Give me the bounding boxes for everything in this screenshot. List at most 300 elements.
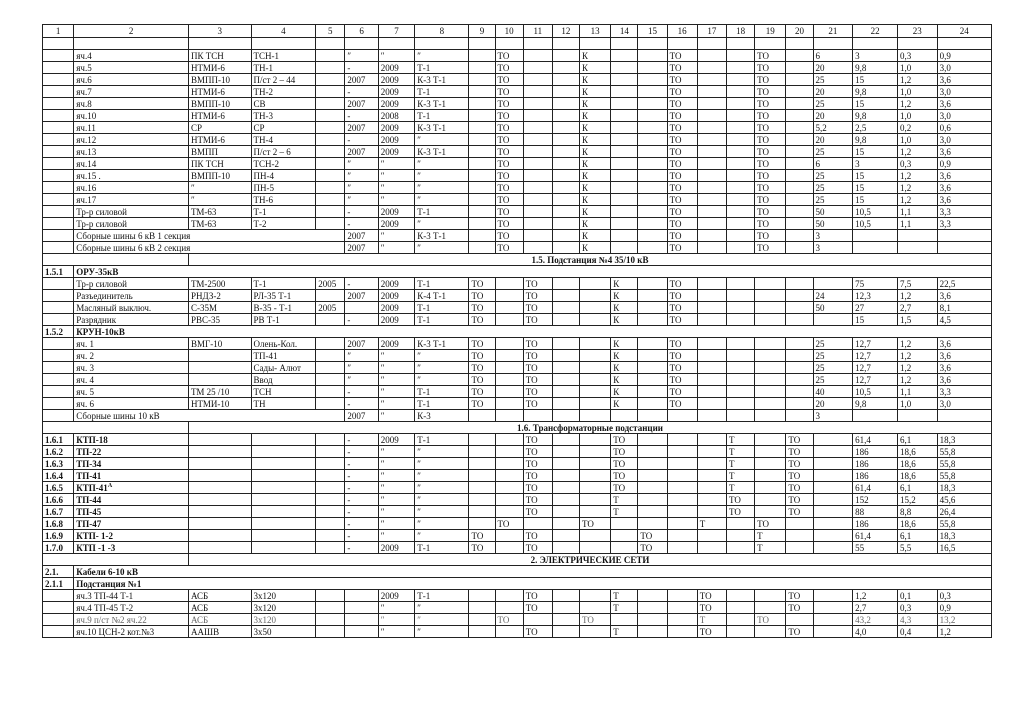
table-cell: ПК ТСН (188, 158, 251, 170)
table-cell: ТО (667, 146, 697, 158)
table-cell (552, 434, 579, 446)
table-cell (552, 62, 579, 74)
table-cell (316, 482, 345, 494)
table-cell: СР (251, 122, 316, 134)
table-cell: ТО (495, 230, 523, 242)
table-cell: ТО (667, 278, 697, 290)
table-cell (316, 194, 345, 206)
column-number: 17 (697, 25, 726, 38)
table-cell (638, 398, 667, 410)
table-cell (579, 302, 610, 314)
table-cell: 2009 (378, 542, 415, 554)
table-cell: 15 (853, 194, 898, 206)
table-cell (697, 506, 726, 518)
table-cell: Т (611, 602, 638, 614)
empty-cell (43, 254, 189, 266)
table-row (43, 410, 992, 422)
table-cell: НТМИ-6 (188, 134, 251, 146)
table-cell (495, 506, 523, 518)
item-number: 1.6.1 (43, 434, 74, 446)
item-number: 1.6.2 (43, 446, 74, 458)
table-cell: НТМИ-6 (188, 86, 251, 98)
table-cell: Олень-Кол. (251, 338, 316, 350)
table-cell: ТО (755, 230, 786, 242)
table-row (43, 302, 992, 314)
table-cell: 2009 (378, 134, 415, 146)
table-row (43, 146, 992, 158)
table-cell: 10,5 (853, 206, 898, 218)
table-cell: ТО (667, 302, 697, 314)
table-cell: 7,5 (897, 278, 937, 290)
table-cell (552, 494, 579, 506)
table-cell: 1,0 (897, 62, 937, 74)
table-cell (251, 530, 316, 542)
table-cell: РЛ-35 Т-1 (251, 290, 316, 302)
table-cell: Т (697, 518, 726, 530)
table-cell: Т (726, 434, 754, 446)
table-cell: ТСН-2 (251, 158, 316, 170)
empty-cell (316, 38, 345, 50)
table-cell (755, 314, 786, 326)
table-cell (697, 302, 726, 314)
table-cell: 0,3 (897, 50, 937, 62)
table-cell: 2007 (345, 98, 378, 110)
table-cell (813, 278, 853, 290)
table-cell: 15,2 (897, 494, 937, 506)
item-number: 1.7.0 (43, 542, 74, 554)
table-cell: 55,8 (937, 458, 991, 470)
column-number: 7 (378, 25, 415, 38)
table-cell (579, 290, 610, 302)
table-cell (897, 410, 937, 422)
table-cell: 2007 (345, 122, 378, 134)
empty-cell (43, 422, 189, 434)
table-cell: ТО (469, 362, 495, 374)
table-cell (813, 446, 853, 458)
table-cell: 9,8 (853, 398, 898, 410)
table-cell: ТО (469, 278, 495, 290)
item-number: 1.5.2 (43, 326, 74, 338)
table-cell: ″ (415, 446, 469, 458)
table-cell (552, 122, 579, 134)
table-cell: 25 (813, 182, 853, 194)
table-cell (638, 122, 667, 134)
table-cell: ″ (378, 362, 415, 374)
table-cell: 22,5 (937, 278, 991, 290)
table-cell (638, 146, 667, 158)
table-cell: ТО (667, 374, 697, 386)
column-number: 5 (316, 25, 345, 38)
item-number (43, 338, 74, 350)
table-cell: 15 (853, 314, 898, 326)
table-cell: 25 (813, 194, 853, 206)
equipment-name: яч.8 (74, 98, 189, 110)
table-cell: ″ (415, 170, 469, 182)
table-cell: В-35 - Т-1 (251, 302, 316, 314)
empty-cell (552, 38, 579, 50)
table-cell: 2007 (345, 242, 378, 254)
item-number (43, 50, 74, 62)
item-number (43, 110, 74, 122)
table-cell: Т-1 (415, 302, 469, 314)
table-cell: К (579, 110, 610, 122)
item-number: 2.1.1 (43, 578, 74, 590)
table-cell (786, 230, 813, 242)
table-cell (726, 194, 754, 206)
table-cell: ″ (378, 386, 415, 398)
table-cell: 3 (853, 50, 898, 62)
equipment-name: Тр-р силовой (74, 218, 189, 230)
table-cell: ТН-3 (251, 110, 316, 122)
table-cell (316, 86, 345, 98)
table-cell (316, 290, 345, 302)
table-row (43, 98, 992, 110)
table-cell: ТО (755, 182, 786, 194)
table-cell: Т (611, 506, 638, 518)
equipment-name: яч.12 (74, 134, 189, 146)
table-cell (697, 230, 726, 242)
table-cell (667, 446, 697, 458)
empty-cell (611, 38, 638, 50)
table-cell (495, 302, 523, 314)
table-cell: К (611, 290, 638, 302)
table-cell (755, 494, 786, 506)
table-cell (813, 518, 853, 530)
table-cell: 1,2 (897, 362, 937, 374)
table-cell (697, 242, 726, 254)
table-cell (552, 290, 579, 302)
table-cell: Т (726, 446, 754, 458)
table-cell: ТО (786, 590, 813, 602)
table-cell: 3,6 (937, 374, 991, 386)
table-cell (667, 494, 697, 506)
table-cell: 1,2 (897, 290, 937, 302)
table-cell: ТО (495, 218, 523, 230)
item-number (43, 134, 74, 146)
table-cell: ТО (523, 386, 552, 398)
equipment-name: яч.16 (74, 182, 189, 194)
table-cell: 1,2 (937, 626, 991, 638)
table-cell: 50 (813, 218, 853, 230)
table-cell (495, 482, 523, 494)
equipment-name: КТП- 1-2 (74, 530, 189, 542)
table-cell (786, 290, 813, 302)
table-row (43, 218, 992, 230)
equipment-name: яч.4 (74, 50, 189, 62)
table-cell (638, 74, 667, 86)
table-cell: 0,9 (937, 50, 991, 62)
table-cell (786, 410, 813, 422)
table-cell (697, 530, 726, 542)
section-title: 1.5. Подстанция №4 35/10 кВ (188, 254, 991, 266)
table-cell (638, 98, 667, 110)
table-cell (611, 614, 638, 626)
table-cell: 15 (853, 170, 898, 182)
table-cell: ТО (755, 242, 786, 254)
table-cell (726, 626, 754, 638)
table-cell: - (345, 470, 378, 482)
table-cell: ААШВ (188, 626, 251, 638)
table-cell (316, 470, 345, 482)
table-cell: 2007 (345, 338, 378, 350)
table-cell (345, 302, 378, 314)
table-cell: ТО (523, 482, 552, 494)
empty-cell (188, 38, 251, 50)
table-cell (755, 302, 786, 314)
table-cell (755, 278, 786, 290)
table-cell: 61,4 (853, 530, 898, 542)
table-cell (523, 230, 552, 242)
table-row (43, 542, 992, 554)
empty-cell (43, 38, 74, 50)
table-cell: ТО (755, 98, 786, 110)
table-cell: ТО (786, 506, 813, 518)
table-cell (316, 590, 345, 602)
table-cell (667, 518, 697, 530)
table-cell (755, 350, 786, 362)
group-title: Кабели 6-10 кВ (74, 566, 992, 578)
table-cell (523, 182, 552, 194)
item-number (43, 122, 74, 134)
table-cell (469, 458, 495, 470)
table-cell (316, 434, 345, 446)
table-cell: 0,3 (897, 602, 937, 614)
table-cell: ТО (667, 218, 697, 230)
table-cell: ВМПП (188, 146, 251, 158)
table-cell (316, 74, 345, 86)
table-cell: ТО (786, 458, 813, 470)
table-cell: 25 (813, 350, 853, 362)
table-cell: 3,6 (937, 290, 991, 302)
table-cell (638, 434, 667, 446)
table-cell (523, 110, 552, 122)
table-cell (552, 86, 579, 98)
table-cell: ТО (495, 242, 523, 254)
table-cell (552, 362, 579, 374)
table-cell (579, 386, 610, 398)
table-cell: Т-1 (251, 206, 316, 218)
equipment-name: КТП-18 (74, 434, 189, 446)
table-cell (469, 110, 495, 122)
column-number: 4 (251, 25, 316, 38)
table-cell: Т-1 (415, 278, 469, 290)
table-cell (726, 362, 754, 374)
table-cell: ТО (726, 506, 754, 518)
table-cell (726, 302, 754, 314)
table-cell (495, 494, 523, 506)
empty-cell (523, 38, 552, 50)
table-cell: 45,6 (937, 494, 991, 506)
item-number (43, 410, 74, 422)
table-cell: ″ (378, 482, 415, 494)
section-heading-row (43, 554, 992, 566)
table-cell (726, 590, 754, 602)
table-cell: ″ (415, 218, 469, 230)
table-cell (726, 518, 754, 530)
table-cell (552, 506, 579, 518)
table-cell: ТМ-63 (188, 206, 251, 218)
table-cell (638, 134, 667, 146)
table-cell (316, 530, 345, 542)
table-cell: Т (611, 626, 638, 638)
table-cell: ТН-4 (251, 134, 316, 146)
table-cell (611, 74, 638, 86)
table-cell: ТО (523, 434, 552, 446)
table-cell: К-3 Т-1 (415, 98, 469, 110)
item-number: 1.6.9 (43, 530, 74, 542)
table-cell: К (611, 386, 638, 398)
table-cell (523, 194, 552, 206)
table-cell: ТО (523, 590, 552, 602)
table-cell (726, 206, 754, 218)
table-cell: 12,7 (853, 350, 898, 362)
table-row (43, 374, 992, 386)
item-number (43, 278, 74, 290)
table-cell (726, 374, 754, 386)
table-cell (316, 206, 345, 218)
table-cell (611, 530, 638, 542)
table-cell (469, 134, 495, 146)
table-row (43, 242, 992, 254)
table-cell (469, 242, 495, 254)
table-cell: ТО (611, 458, 638, 470)
table-cell: ″ (378, 518, 415, 530)
table-cell: 3,0 (937, 398, 991, 410)
table-cell (251, 494, 316, 506)
table-row (43, 170, 992, 182)
table-cell: 1,1 (897, 386, 937, 398)
table-cell: К (579, 62, 610, 74)
table-cell (786, 302, 813, 314)
table-cell: 12,7 (853, 362, 898, 374)
table-cell (523, 158, 552, 170)
table-cell: 55,8 (937, 470, 991, 482)
table-cell: 61,4 (853, 434, 898, 446)
table-cell (638, 62, 667, 74)
table-cell (697, 350, 726, 362)
item-number (43, 242, 74, 254)
table-cell (697, 74, 726, 86)
table-cell: ″ (188, 182, 251, 194)
table-cell: ТО (755, 134, 786, 146)
table-cell: ТО (495, 110, 523, 122)
table-cell (251, 446, 316, 458)
equipment-name: яч.6 (74, 74, 189, 86)
table-cell (523, 206, 552, 218)
table-cell (611, 170, 638, 182)
item-number: 1.6.6 (43, 494, 74, 506)
table-cell (697, 314, 726, 326)
table-cell: ″ (378, 494, 415, 506)
table-cell (345, 602, 378, 614)
table-cell: К (579, 170, 610, 182)
table-cell (251, 434, 316, 446)
table-row (43, 314, 992, 326)
table-cell: ТО (469, 530, 495, 542)
table-cell (579, 458, 610, 470)
table-cell (495, 602, 523, 614)
table-cell: ТО (667, 134, 697, 146)
table-cell: К (579, 230, 610, 242)
table-cell (697, 98, 726, 110)
item-number (43, 350, 74, 362)
table-cell: ТО (755, 50, 786, 62)
table-cell: АСБ (188, 614, 251, 626)
item-number (43, 158, 74, 170)
table-cell (726, 530, 754, 542)
table-cell: 5,5 (897, 542, 937, 554)
table-cell: ТО (495, 146, 523, 158)
table-cell: 2007 (345, 230, 378, 242)
table-cell: ТО (523, 602, 552, 614)
table-cell: 1,2 (853, 590, 898, 602)
table-cell: - (345, 446, 378, 458)
empty-cell (726, 38, 754, 50)
table-cell (579, 410, 610, 422)
table-cell (188, 374, 251, 386)
empty-cell (495, 38, 523, 50)
table-cell (552, 206, 579, 218)
table-cell: - (345, 62, 378, 74)
table-cell: 6 (813, 50, 853, 62)
table-cell: ТО (667, 158, 697, 170)
table-cell (697, 170, 726, 182)
table-cell (726, 74, 754, 86)
item-number (43, 398, 74, 410)
table-cell: ТО (755, 218, 786, 230)
table-cell: ТО (726, 494, 754, 506)
empty-cell (937, 38, 991, 50)
table-cell: ТО (667, 194, 697, 206)
table-cell (667, 602, 697, 614)
table-cell: - (345, 518, 378, 530)
column-number: 21 (813, 25, 853, 38)
item-number (43, 98, 74, 110)
table-cell (638, 50, 667, 62)
table-cell: ТО (667, 338, 697, 350)
table-cell: РНДЗ-2 (188, 290, 251, 302)
table-cell: 1,2 (897, 170, 937, 182)
table-cell: НТМИ-6 (188, 110, 251, 122)
table-cell (552, 170, 579, 182)
table-cell: ТО (495, 134, 523, 146)
table-cell: 20 (813, 134, 853, 146)
table-cell: ″ (415, 626, 469, 638)
table-cell (786, 542, 813, 554)
table-cell (469, 62, 495, 74)
table-cell (552, 338, 579, 350)
table-cell (697, 446, 726, 458)
table-row (43, 62, 992, 74)
table-cell (755, 446, 786, 458)
table-cell (495, 470, 523, 482)
table-cell (552, 590, 579, 602)
table-cell (667, 530, 697, 542)
table-cell: 18,6 (897, 518, 937, 530)
table-row (43, 434, 992, 446)
table-cell (667, 458, 697, 470)
table-cell (638, 182, 667, 194)
column-number: 18 (726, 25, 754, 38)
table-cell (495, 290, 523, 302)
table-cell: 20 (813, 62, 853, 74)
table-cell: ТО (755, 170, 786, 182)
table-cell: ″ (415, 458, 469, 470)
table-cell: К (579, 146, 610, 158)
table-cell (813, 626, 853, 638)
table-cell: Т-1 (415, 398, 469, 410)
table-cell: Сады- Алют (251, 362, 316, 374)
